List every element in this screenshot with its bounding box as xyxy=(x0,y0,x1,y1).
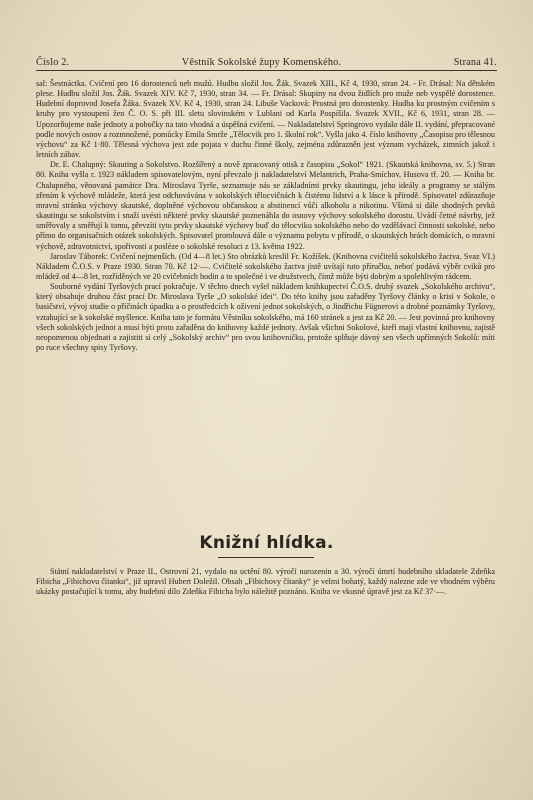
running-header xyxy=(36,54,497,68)
issue-number: Číslo 2. xyxy=(36,57,70,68)
book-review-body xyxy=(36,567,495,597)
heading-underline xyxy=(218,557,314,558)
page-number: Strana 41. xyxy=(453,57,497,68)
paragraph: sal: Šestnáctka. Cvičení pro 16 dorostenců neb mužů. Hudbu složil Jos. Žák. Svazek XIII., Kč 4, 1930, stran 24. - Fr. Drásal: Na dětském plese. Hudbu složil Jos. Žák. Svazek XIV. Kč 7, 1930, stran 34. — Fr. Drásal: Skupiny na dvou židlích pro muže neb vyspělé dorostence. Hudební doprovod Josefa Žáka. Svazek XV. Kč 4, 1930, stran 24. Libuše Vacková: Prostná pro dorostenky. Hudba ku prostným cvičením s kruhy pro vystoupení žen Č. O. S. při III. sletu slovinském v Lublani od Karla Pospíšila. Svazek XVII., Kč 6, 1931, stran 28. — Upozorňujeme naše jednoty a pobočky na tato vhodná a úspěšná cvičení. — Nakladatelství Springrovo vydalo dále II. vydání, přepracované podle nových osnov a rozmnožené, pomůcky Emila Smrže „Tělocvik pro 1. školní rok“. Vyšla jako 4. číslo knihovny „Časopisu pro tělesnou výchovu“ za Kč 1·80. Tělesná výchova jest zde pojata v duchu činné školy, zejména zdůrazněn jest význam vycházek, zimních jakož i letních zábav. xyxy=(36,79,495,160)
paragraph: Státní nakladatelství v Praze II., Ostrovní 21, vydalo na uctění 80. výročí narozenin a 30. výročí úmrtí hudebního skladatele Zdeňka Fibicha „Fibichovu čítanku“, již upravil Hubert Doležil. Obsah „Fibichovy čítanky“ je velmi bohatý, každý nalezne zde ve vhodném výběru ukázky postačující k tomu, aby hudební dílo Zdeňka Fibicha bylo náležitě poznáno. Kniha ve vkusné úpravě jest za Kč 37·—. xyxy=(36,567,495,597)
section-heading: Knižní hlídka. xyxy=(199,533,334,553)
paragraph: Jaroslav Táborek: Cvičení nejmenších. (Od 4—8 let.) Sto obrázků kreslil Fr. Kožíšek. (Knihovna cvičitelů sokolského žactva. Svaz VI.) Nákladem Č.O.S. v Praze 1930. Stran 70. Kč 12·—. Cvičitelé sokolského žactva jistě uvítají tuto příručku, neboť podává výběr cviků pro mládež od 4—8 let, rozříděných ve 20 cvičebních hodin a to společné i ve družstvech, čímž může býti dobrým a spolehlivým rádcem. xyxy=(36,251,495,281)
header-rule xyxy=(36,70,497,71)
journal-title: Věstník Sokolské župy Komenského. xyxy=(181,57,342,68)
paragraph: Dr. E. Chalupný: Skauting a Sokolstvo. Rozšířený a nově zpracovaný otisk z časopisu „Sokol“ 1921. (Skautská knihovna, sv. 5.) Stran 80. Kniha vyšla r. 1923 nákladem spisovatelovým, nyní převzalo ji nakladatelství Melantrich, Praha-Smíchov, Husova tř. 20. — Kniha br. Chalupného, věnovaná památce Dra. Miroslava Tyrše, seznamuje nás se základními prvky skautingu, jeho ideály a programy se stálým zřením k výchově mládeže, která jest odchovávána v sokolských tělocvičnách k čistému lidství a k lásce k přírodě. Spisovatel zdůrazňuje mravní stránku výchovy skautské, doplněné výchovou občanskou a abstinencí vůči alkoholu a nikotinu. Všímá si dále shodných prvků skautingu se sokolstvím i snaží uvésti některé prvky skautské poznenáhla do osnovy výchovy sokolského dorostu. Uvádí četné návrhy, jež směřovaly a směřují k tomu, převzíti tyto prvky skautské výchovy buď do tělocviku sokolského nebo do vzdělávací činnosti sokolské, nebo přímo do organisačních otázek sokolských. Spisovatel promlouvá dále o významu pobytu v přírodě, o skautských hrách domácích, o mravní výchově, zdravotnictví, spořivosti a posléze o sokolské resoluci z 13. května 1922. xyxy=(36,160,495,251)
article-body xyxy=(36,79,495,353)
paragraph: Souborné vydání Tyršových prací pokračuje. V těchto dnech vyšel nákladem knihkupectví Č.O.S. druhý svazek „Sokolského archivu“, který obsahuje druhou část prací Dr. Miroslava Tyrše „O sokolské idei“. Do této knihy jsou zařaděny Tyršovy články o krisi v Sokole, o basičství, vývoj studie o příčinách úpadku a o prostředcích k oživení jednot sokolských, o Jindřichu Fügnerovi a drobné poznámky Tyršovy, vztahující se k sokolské myšlence. Kniha tato je formátu Věstníku sokolského, má 160 stránek a jest za Kč 20. — Jest povinná pro knihovny všech sokolských jednot a musí býti proto zařaděna do knihovny každé jednoty. Avšak všichni Sokolové, kteří mají vlastní knihovnu, zajistě neopomenou objednati a zajistiti si celý „Sokolský archiv“ pro svou knihovničku, protože splňuje dávný sen všech upřímných Sokolů: míti po ruce všechny spisy Tyršovy. xyxy=(36,282,495,353)
